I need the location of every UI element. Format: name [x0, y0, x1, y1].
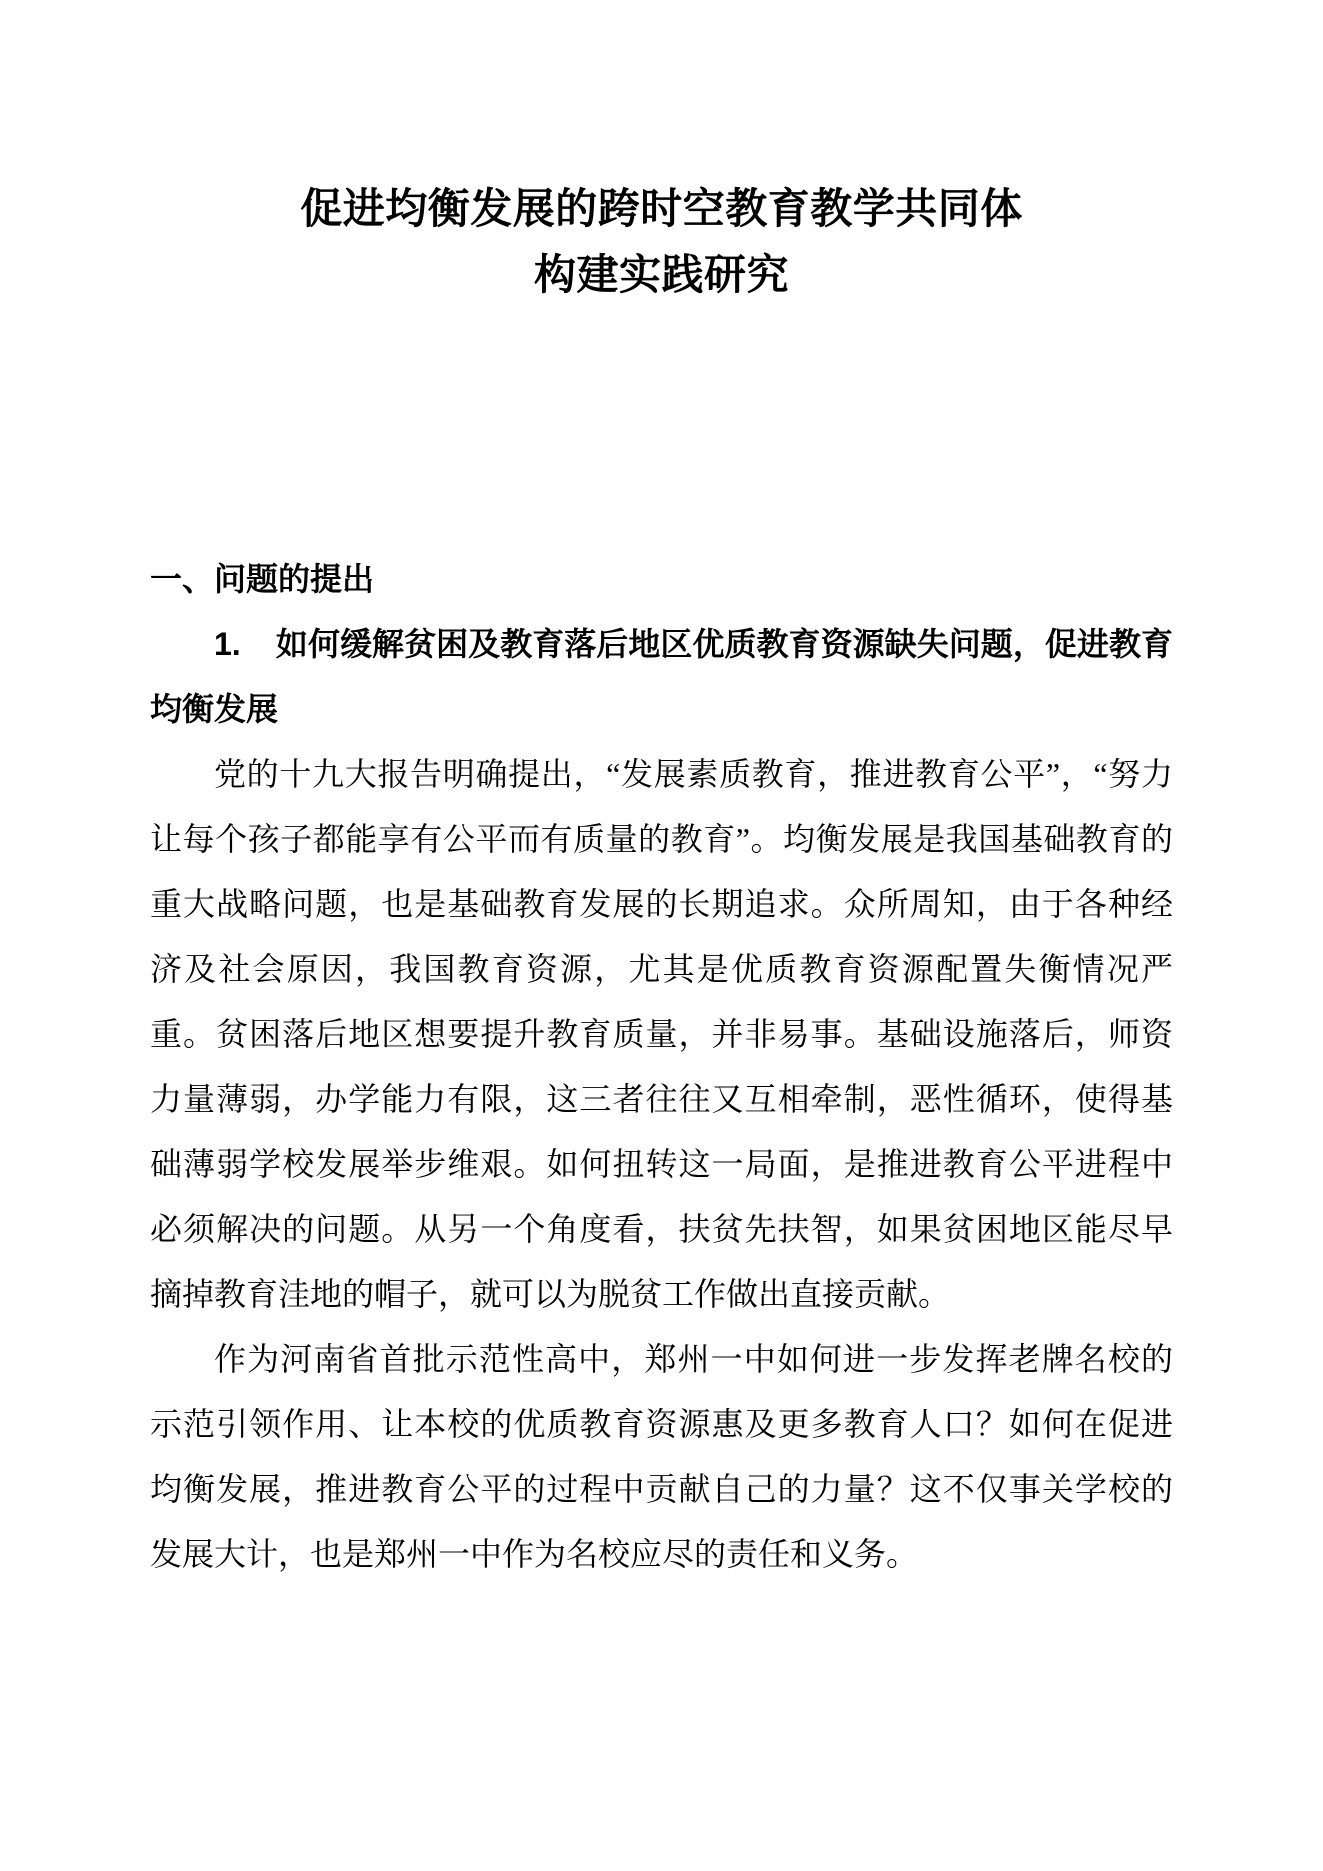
sub-heading-text: 如何缓解贫困及教育落后地区优质教育资源缺失问题，促进教育均衡发展: [150, 626, 1173, 727]
sub-heading-number: 1.: [214, 626, 241, 662]
document-title-line1: 促进均衡发展的跨时空教育教学共同体: [300, 185, 1023, 232]
body-paragraph-1: 党的十九大报告明确提出，“发展素质教育，推进教育公平”，“努力让每个孩子都能享有公平而有质量的教育”。均衡发展是我国基础教育的重大战略问题，也是基础教育发展的长期追求。众所周知，由于各种经济及社会原因，我国教育资源，尤其是优质教育资源配置失衡情况严重。贫困落后地区想要提升教育质量，并非易事。基础设施落后，师资力量薄弱，办学能力有限，这三者往往又互相牵制，恶性循环，使得基础薄弱学校发展举步维艰。如何扭转这一局面，是推进教育公平进程中必须解决的问题。从另一个角度看，扶贫先扶智，如果贫困地区能尽早摘掉教育洼地的帽子，就可以为脱贫工作做出直接贡献。: [150, 756, 1173, 1312]
document-title: [150, 176, 1173, 308]
document-title-line2: 构建实践研究: [533, 251, 789, 298]
sub-heading: [150, 612, 1173, 742]
section-heading: 一、问题的提出: [150, 561, 375, 597]
body-paragraph-2: 作为河南省首批示范性高中，郑州一中如何进一步发挥老牌名校的示范引领作用、让本校的优质教育资源惠及更多教育人口？如何在促进均衡发展，推进教育公平的过程中贡献自己的力量？这不仅事关学校的发展大计，也是郑州一中作为名校应尽的责任和义务。: [150, 1341, 1173, 1572]
